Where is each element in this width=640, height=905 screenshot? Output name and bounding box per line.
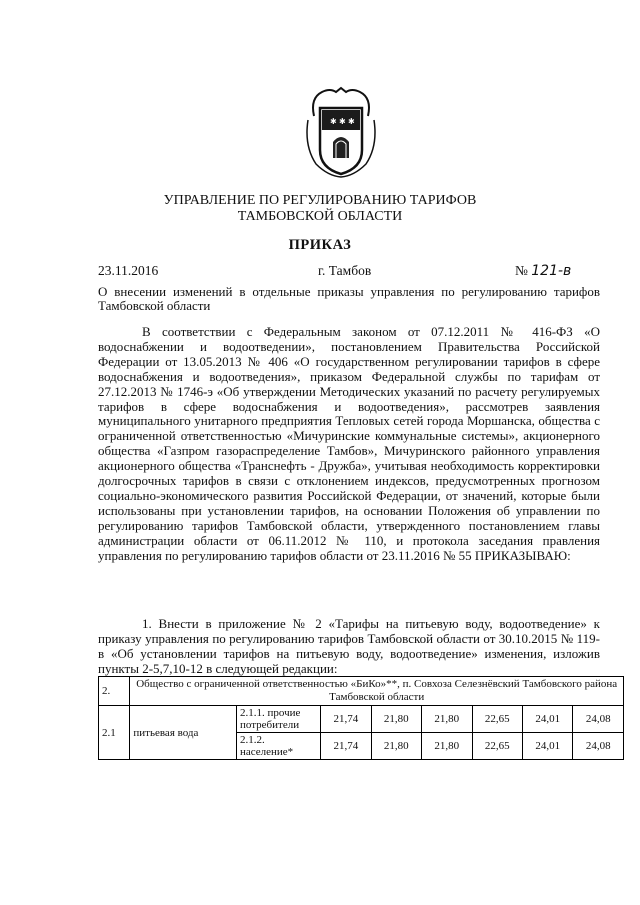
number-prefix: № [515, 263, 528, 278]
table-cell: 2.1.2. население* [236, 733, 320, 760]
svg-text:✱: ✱ [339, 117, 346, 126]
table-cell: 24,01 [522, 733, 572, 760]
document-title: ПРИКАЗ [288, 237, 352, 253]
table-row [99, 677, 624, 706]
table-cell: 21,80 [371, 733, 421, 760]
table-cell: 21,80 [422, 706, 472, 733]
tambov-coat-of-arms [300, 86, 382, 178]
document-subject: О внесении изменений в отдельные приказы управления по регулированию тарифов Тамбовской области [98, 284, 600, 313]
table-row [99, 706, 624, 733]
table-cell: 21,80 [371, 706, 421, 733]
document-city: г. Тамбов [318, 263, 372, 278]
table-cell: 2.1.1. прочие потребители [236, 706, 320, 733]
table-cell: 2. [99, 677, 130, 706]
table-cell: 22,65 [472, 706, 522, 733]
org-name-line2: ТАМБОВСКОЙ ОБЛАСТИ [237, 209, 403, 224]
preamble-paragraph: В соответствии с Федеральным законом от 07.12.2011 № 416-ФЗ «О водоснабжении и водоотведении», постановлением Правительства Российской Федерации от 13.05.2013 № 406 «О государственном регулировании тарифов в сфере водоснабжения и водоотведения», приказом Федеральной службы по тарифам от 27.12.2013 № 1746-э «Об утверждении Методических указаний по расчету регулируемых тарифов в сфере водоснабжения и водоотведения», рассмотрев заявления муниципального унитарного предприятия Тепловых сетей города Моршанска, общества с ограниченной ответственностью «Мичуринские коммунальные системы», акционерного общества «Газпром газораспределение Тамбов», Мичуринского районного управления акционерного общества «Транснефть - Дружба», учитывая необходимость корректировки долгосрочных тарифов в связи с отклонением индексов, предусмотренных прогнозом социально-экономического развития Российской Федерации, от значений, которые были использованы при установлении тарифов, на основании Положения об управлении по регулированию тарифов Тамбовской области, утвержденного постановлением главы администрации области от 06.11.2012 № 110, и протокола заседания правления управления по регулированию тарифов области от 23.11.2016 № 55 ПРИКАЗЫВАЮ: [98, 324, 600, 563]
org-name-line1: УПРАВЛЕНИЕ ПО РЕГУЛИРОВАНИЮ ТАРИФОВ [163, 193, 477, 208]
svg-text:✱: ✱ [348, 117, 355, 126]
table-cell: 24,08 [573, 706, 624, 733]
table-cell: 22,65 [472, 733, 522, 760]
table-cell: 21,80 [422, 733, 472, 760]
table-cell: 21,74 [321, 706, 371, 733]
table-cell: 2.1 [99, 706, 130, 760]
table-cell: 24,08 [573, 733, 624, 760]
table-cell: Общество с ограниченной ответственностью «БиКо»**, п. Совхоза Селезнёвский Тамбовского района Тамбовской области [130, 677, 624, 706]
table-cell: питьевая вода [130, 706, 237, 760]
table-cell: 24,01 [522, 706, 572, 733]
svg-text:✱: ✱ [330, 117, 337, 126]
item-1-paragraph: 1. Внести в приложение № 2 «Тарифы на питьевую воду, водоотведение» к приказу управления по регулированию тарифов Тамбовской области от 30.10.2015 № 119-в «Об установлении тарифов на питьевую воду, водоотведение» изменения, изложив пункты 2-5,7,10-12 в следующей редакции: [98, 616, 600, 676]
document-date: 23.11.2016 [98, 263, 159, 278]
document-number [515, 263, 571, 279]
handwritten-number: 121-в [531, 263, 572, 279]
table-cell: 21,74 [321, 733, 371, 760]
tariff-table [98, 676, 624, 760]
